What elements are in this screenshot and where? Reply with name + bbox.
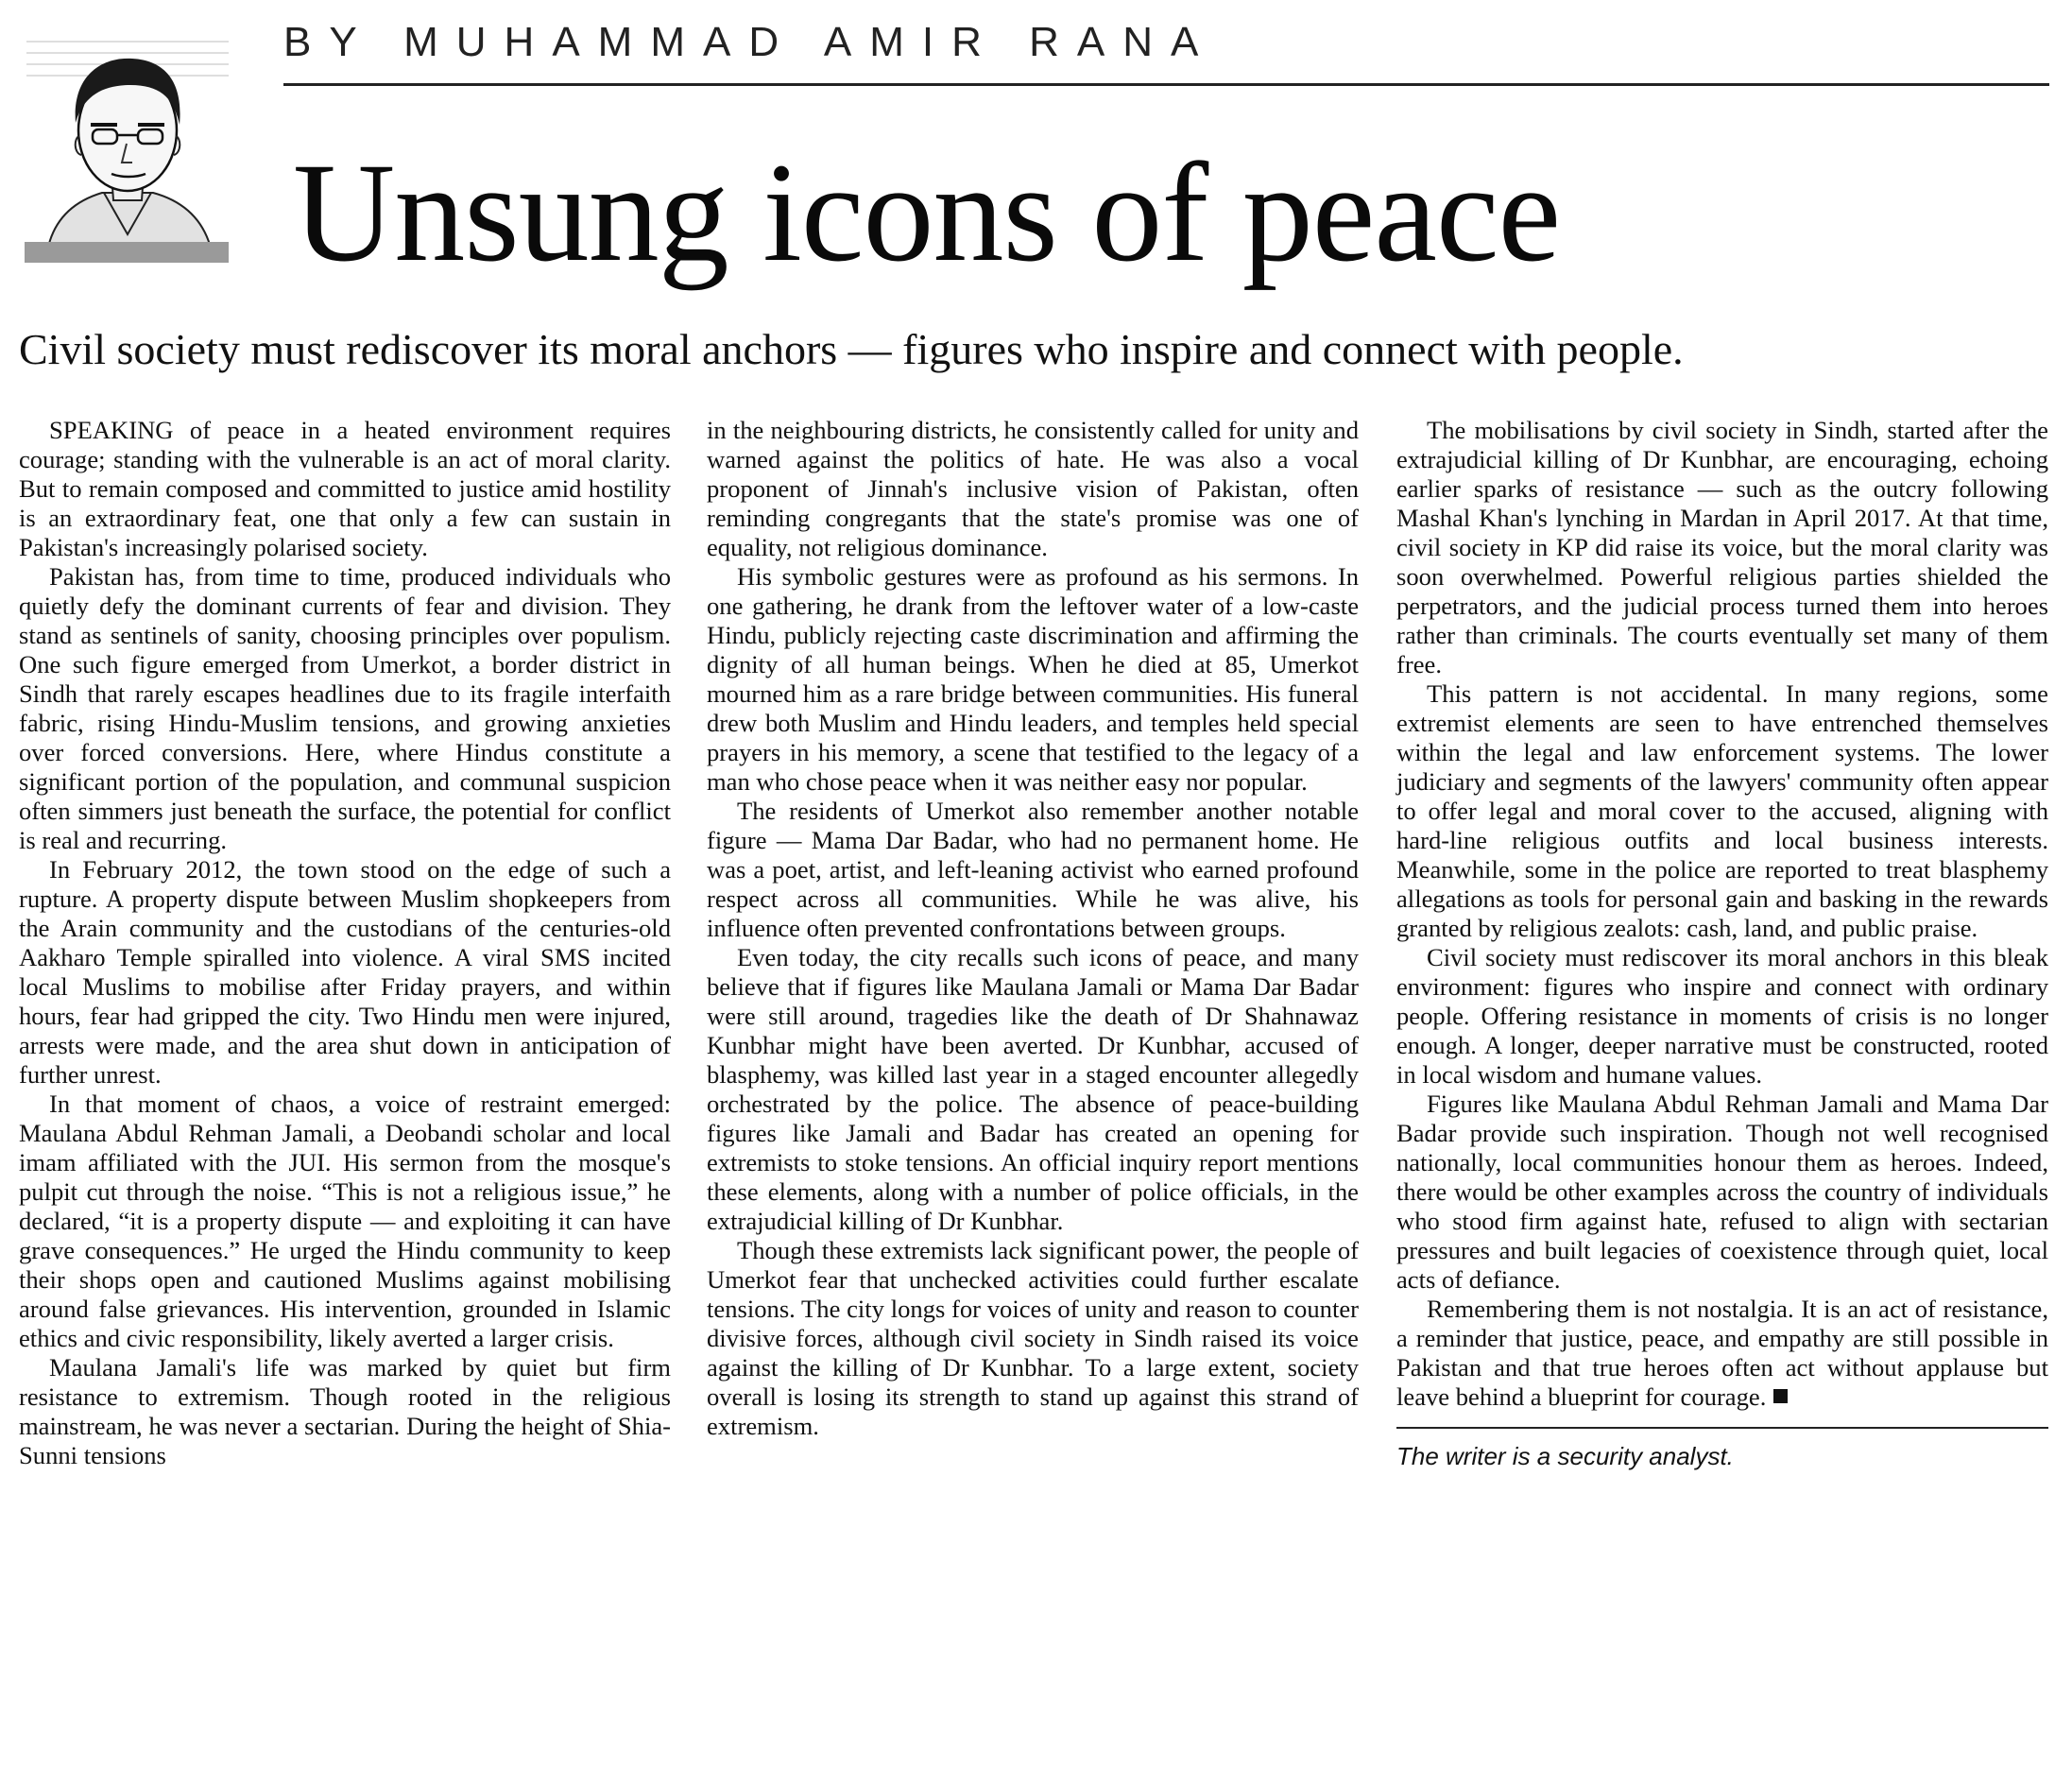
portrait-bar	[25, 242, 229, 263]
paragraph: This pattern is not accidental. In many regions, some extremist elements are seen to have entrenched themselves within the legal and law enforcement systems. The lower judiciary and segments of the lawyers' community often appear to offer legal and moral cover to the accused, aligning with hard-line religious outfits and local business interests. Meanwhile, some in the police are reported to treat blasphemy allegations as tools for personal gain and basking in the rewards granted by religious zealots: cash, land, and public praise.	[1396, 679, 2048, 942]
headline: Unsung icons of peace	[293, 134, 1561, 291]
paragraph: In that moment of chaos, a voice of restraint emerged: Maulana Abdul Rehman Jamali, a Deobandi scholar and local imam affiliated with the JUI. His sermon from the mosque's pulpit cut through the noise. “This is not a religious issue,” he declared, “it is a property dispute — and exploiting it can have grave consequences.” He urged the Hindu community to keep their shops open and cautioned Muslims against mobilising around false grievances. His intervention, grounded in Islamic ethics and civic responsibility, likely averted a larger crisis.	[19, 1090, 671, 1352]
paragraph: Even today, the city recalls such icons of peace, and many believe that if figures like Maulana Jamali or Mama Dar Badar were still around, tragedies like the death of Dr Shahnawaz Kunbhar might have been averted. Dr Kunbhar, accused of blasphemy, was killed last year in a staged encounter allegedly orchestrated by the police. The absence of peace-building figures like Jamali and Badar has created an opening for extremists to stoke tensions. An official inquiry report mentions these elements, along with a number of police officials, in the extrajudicial killing of Dr Kunbhar.	[707, 943, 1359, 1235]
end-mark-icon	[1773, 1389, 1788, 1403]
paragraph: Civil society must rediscover its moral anchors in this bleak environment: figures who inspire and connect with ordinary people. Offering resistance in moments of crisis is no longer enough. A longer, deeper narrative must be constructed, rooted in local wisdom and humane values.	[1396, 943, 2048, 1089]
paragraph: Pakistan has, from time to time, produced individuals who quietly defy the dominant currents of fear and division. They stand as sentinels of sanity, choosing principles over populism. One such figure emerged from Umerkot, a border district in Sindh that rarely escapes headlines due to its fragile interfaith fabric, rising Hindu-Muslim tensions, and growing anxieties over forced conversions. Here, where Hindus constitute a significant portion of the population, and communal suspicion often simmers just beneath the surface, the potential for conflict is real and recurring.	[19, 562, 671, 854]
byline: BY MUHAMMAD AMIR RANA	[283, 19, 1217, 65]
article-body	[19, 416, 2053, 1776]
standfirst: Civil society must rediscover its moral anchors — figures who inspire and connect with people.	[19, 325, 1684, 373]
byline-rule	[283, 83, 2049, 86]
paragraph: SPEAKING of peace in a heated environment requires courage; standing with the vulnerable is an act of moral clarity. But to remain composed and committed to justice amid hostility is an extraordinary feat, one that only a few can sustain in Pakistan's increasingly polarised society.	[19, 416, 671, 561]
footnote-rule	[1396, 1427, 2048, 1429]
paragraph: in the neighbouring districts, he consistently called for unity and warned against the politics of hate. He was also a vocal proponent of Jinnah's inclusive vision of Pakistan, often reminding congregants that the state's promise was one of equality, not religious dominance.	[707, 416, 1359, 561]
author-note: The writer is a security analyst.	[1396, 1442, 1734, 1470]
paragraph: His symbolic gestures were as profound as his sermons. In one gathering, he drank from the leftover water of a low-caste Hindu, publicly rejecting caste discrimination and affirming the dignity of all human beings. When he died at 85, Umerkot mourned him as a rare bridge between communities. His funeral drew both Muslim and Hindu leaders, and temples held special prayers in his memory, a scene that testified to the legacy of a man who chose peace when it was neither easy nor popular.	[707, 562, 1359, 796]
paragraph: Maulana Jamali's life was marked by quiet but firm resistance to extremism. Though rooted in the religious mainstream, he was never a sectarian. During the height of Shia-Sunni tensions	[19, 1353, 671, 1469]
column-1	[19, 416, 671, 1470]
paragraph: Figures like Maulana Abdul Rehman Jamali and Mama Dar Badar provide such inspiration. Though not well recognised nationally, local communities honour them as heroes. Indeed, there would be other examples across the country of individuals who stood firm against hate, refused to align with sectarian pressures and built legacies of coexistence through quiet, local acts of defiance.	[1396, 1090, 2048, 1294]
paragraph-final-text: Remembering them is not nostalgia. It is an act of resistance, a reminder that justice, peace, and empathy are still possible in Pakistan and that true heroes often act without applause but leave behind a blueprint for courage.	[1396, 1295, 2048, 1411]
paragraph: In February 2012, the town stood on the edge of such a rupture. A property dispute between Muslim shopkeepers from the Arain community and the custodians of the centuries-old Aakharo Temple spiralled into violence. A viral SMS incited local Muslims to mobilise after Friday prayers, and within hours, fear had gripped the city. Two Hindu men were injured, arrests were made, and the area shut down in anticipation of further unrest.	[19, 855, 671, 1089]
paragraph: The mobilisations by civil society in Sindh, started after the extrajudicial killing of Dr Kunbhar, are encouraging, echoing earlier sparks of resistance — such as the outcry following Mashal Khan's lynching in Mardan in April 2017. At that time, civil society in KP did raise its voice, but the moral clarity was soon overwhelmed. Powerful religious parties shielded the perpetrators, and the judicial process turned them into heroes rather than criminals. The courts eventually set many of them free.	[1396, 416, 2048, 678]
paragraph-final	[1396, 1295, 2048, 1412]
paragraph: Though these extremists lack significant power, the people of Umerkot fear that unchecked activities could further escalate tensions. The city longs for voices of unity and reason to counter divisive forces, although civil society in Sindh raised its voice against the killing of Dr Kunbhar. To a large extent, society overall is losing its strength to stand up against this strand of extremism.	[707, 1236, 1359, 1440]
paragraph: The residents of Umerkot also remember another notable figure — Mama Dar Badar, who had no permanent home. He was a poet, artist, and left-leaning activist who earned profound respect across all communities. While he was alive, his influence often prevented confrontations between groups.	[707, 797, 1359, 942]
column-2	[707, 416, 1359, 1441]
author-portrait	[26, 32, 229, 251]
column-3	[1396, 416, 2048, 1472]
